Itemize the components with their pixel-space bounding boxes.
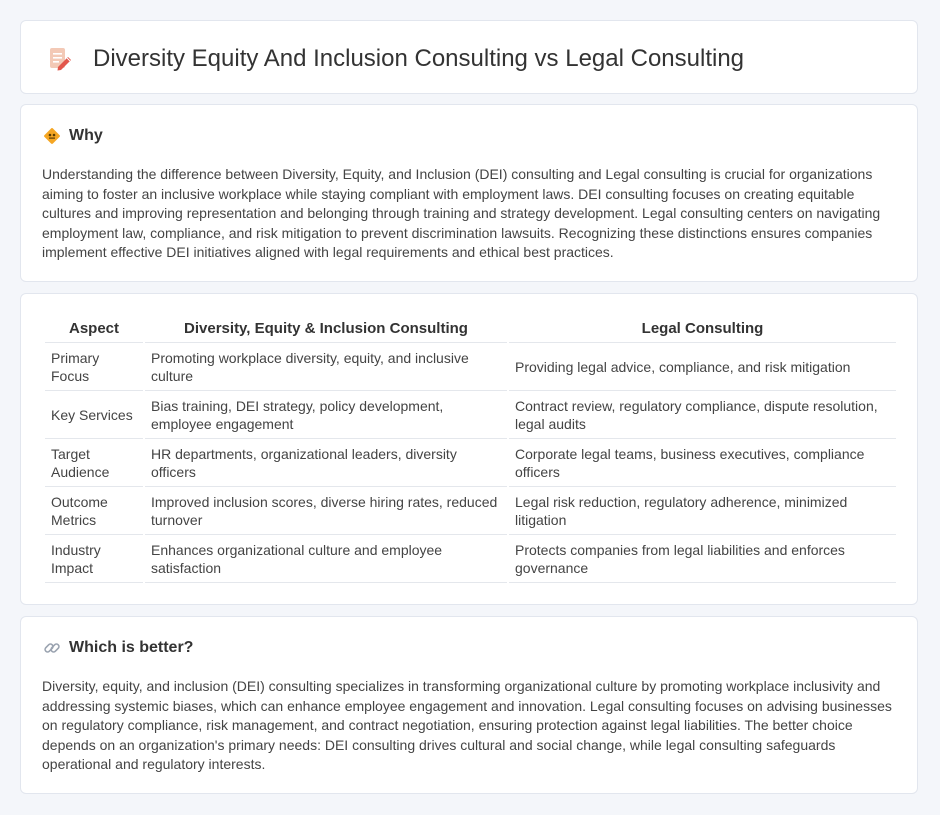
table-row — [45, 535, 896, 583]
page-title: Diversity Equity And Inclusion Consulting vs Legal Consulting — [93, 45, 745, 72]
title-card — [20, 20, 918, 94]
why-text: Understanding the difference between Diversity, Equity, and Inclusion (DEI) consulting and Legal consulting is crucial for organizations aiming to foster an inclusive workplace while staying compliant with employment laws. DEI consulting focuses on creating equitable cultures and improving representation and belonging through training and strategy development. Legal consulting centers on navigating employment law, compliance, and risk mitigation to prevent discrimination lawsuits. Recognizing these distinctions ensures companies implement effective DEI initiatives aligned with legal requirements and ethical best practices. — [42, 166, 881, 261]
row-aspect: Industry Impact — [45, 535, 143, 583]
table-row — [45, 343, 896, 391]
column-header-aspect: Aspect — [45, 314, 143, 343]
row-legal-value: Providing legal advice, compliance, and risk mitigation — [509, 343, 896, 391]
row-aspect: Primary Focus — [45, 343, 143, 391]
why-section — [20, 104, 918, 282]
row-dei-value: Enhances organizational culture and employee satisfaction — [145, 535, 507, 583]
document-edit-icon — [45, 45, 73, 73]
comparison-section — [20, 293, 918, 605]
row-dei-value: Bias training, DEI strategy, policy development, employee engagement — [145, 391, 507, 439]
table-row — [45, 439, 896, 487]
row-aspect: Outcome Metrics — [45, 487, 143, 535]
better-heading: Which is better? — [69, 639, 194, 656]
better-header — [43, 639, 193, 657]
row-dei-value: Improved inclusion scores, diverse hiring rates, reduced turnover — [145, 487, 507, 535]
comparison-table — [43, 314, 898, 583]
column-header-legal: Legal Consulting — [509, 314, 896, 343]
row-dei-value: Promoting workplace diversity, equity, and inclusive culture — [145, 343, 507, 391]
row-legal-value: Contract review, regulatory compliance, dispute resolution, legal audits — [509, 391, 896, 439]
row-dei-value: HR departments, organizational leaders, diversity officers — [145, 439, 507, 487]
table-row — [45, 391, 896, 439]
why-heading: Why — [69, 127, 103, 144]
row-legal-value: Corporate legal teams, business executives, compliance officers — [509, 439, 896, 487]
why-header — [43, 127, 103, 145]
column-header-dei: Diversity, Equity & Inclusion Consulting — [145, 314, 507, 343]
table-header-row — [45, 314, 896, 343]
link-icon — [43, 639, 61, 657]
row-legal-value: Protects companies from legal liabilities and enforces governance — [509, 535, 896, 583]
row-aspect: Target Audience — [45, 439, 143, 487]
table-row — [45, 487, 896, 535]
row-legal-value: Legal risk reduction, regulatory adherence, minimized litigation — [509, 487, 896, 535]
better-text: Diversity, equity, and inclusion (DEI) consulting specializes in transforming organizational culture by promoting workplace inclusivity and addressing systemic biases, which can enhance employee engagement and innovation. Legal consulting focuses on advising businesses on regulatory compliance, risk management, and contract negotiation, ensuring protection against legal liabilities. The better choice depends on an organization's primary needs: DEI consulting drives cultural and social change, while legal consulting safeguards operational and regulatory interests. — [42, 678, 892, 773]
row-aspect: Key Services — [45, 391, 143, 439]
which-is-better-section — [20, 616, 918, 794]
title-row — [45, 39, 744, 79]
diamond-sign-icon — [43, 127, 61, 145]
